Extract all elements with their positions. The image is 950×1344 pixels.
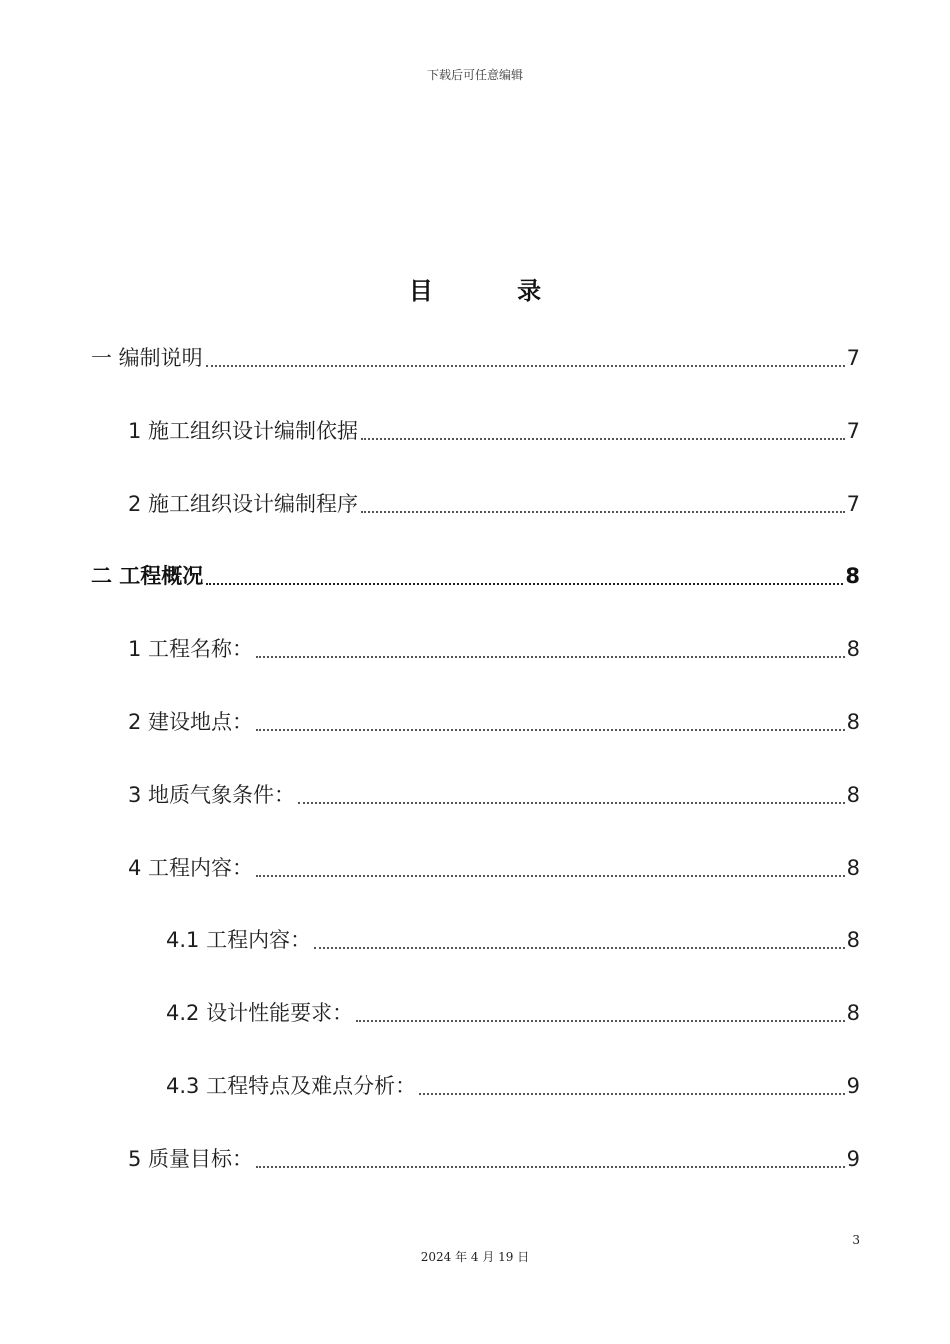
- footer-date: 2024 年 4 月 19 日: [420, 1250, 530, 1264]
- toc-entry-text: 2 建设地点：: [128, 709, 254, 734]
- table-of-contents: [91, 340, 860, 1214]
- toc-entry[interactable]: [91, 413, 860, 449]
- toc-entry-page: 8: [846, 928, 860, 953]
- toc-entry-page: 7: [846, 491, 860, 516]
- toc-entry-text: 4.3 工程特点及难点分析：: [166, 1073, 417, 1098]
- toc-entry[interactable]: [91, 922, 860, 958]
- toc-entry-text: 1 工程名称：: [128, 637, 254, 662]
- toc-entry-page: 9: [846, 1146, 860, 1171]
- toc-entry[interactable]: [91, 631, 860, 667]
- toc-entry-page: 8: [846, 637, 860, 662]
- toc-leader-dots: [206, 365, 845, 367]
- toc-entry-text: 5 质量目标：: [128, 1146, 254, 1171]
- toc-entry-text: 二 工程概况: [91, 564, 204, 589]
- toc-entry[interactable]: [91, 486, 860, 522]
- toc-leader-dots: [361, 511, 845, 513]
- toc-leader-dots: [419, 1093, 845, 1095]
- toc-leader-dots: [298, 802, 845, 804]
- toc-leader-dots: [206, 583, 843, 585]
- toc-entry-text: 一 编制说明: [91, 346, 203, 370]
- toc-entry-page: 8: [846, 782, 860, 807]
- toc-entry-page: 8: [846, 1001, 860, 1026]
- toc-entry-text: 3 地质气象条件：: [128, 782, 296, 807]
- toc-entry-page: 7: [846, 418, 860, 443]
- toc-leader-dots: [314, 947, 845, 949]
- toc-entry[interactable]: [91, 1141, 860, 1177]
- toc-leader-dots: [356, 1020, 845, 1022]
- toc-entry-page: 9: [846, 1073, 860, 1098]
- toc-leader-dots: [256, 875, 845, 877]
- toc-entry-page: 8: [846, 855, 860, 880]
- toc-entry-text: 2 施工组织设计编制程序: [128, 491, 359, 516]
- toc-entry-page: 7: [846, 346, 860, 370]
- toc-entry-page: 8: [846, 709, 860, 734]
- toc-leader-dots: [256, 729, 845, 731]
- toc-entry[interactable]: [91, 995, 860, 1031]
- toc-entry-text: 1 施工组织设计编制依据: [128, 418, 359, 443]
- toc-leader-dots: [256, 1166, 845, 1168]
- toc-entry-text: 4 工程内容：: [128, 855, 254, 880]
- page-header: 下载后可任意编辑: [426, 68, 523, 82]
- toc-title: 目 录: [408, 277, 580, 305]
- toc-entry[interactable]: [91, 777, 860, 813]
- toc-leader-dots: [256, 656, 845, 658]
- toc-entry-page: 8: [845, 564, 860, 589]
- toc-leader-dots: [361, 438, 845, 440]
- toc-entry-text: 4.2 设计性能要求：: [166, 1001, 354, 1026]
- toc-entry-text: 4.1 工程内容：: [166, 928, 312, 953]
- toc-entry[interactable]: [91, 558, 860, 594]
- toc-entry[interactable]: [91, 340, 860, 376]
- toc-entry[interactable]: [91, 850, 860, 886]
- toc-entry[interactable]: [91, 704, 860, 740]
- toc-entry[interactable]: [91, 1068, 860, 1104]
- page-number: 3: [852, 1233, 860, 1247]
